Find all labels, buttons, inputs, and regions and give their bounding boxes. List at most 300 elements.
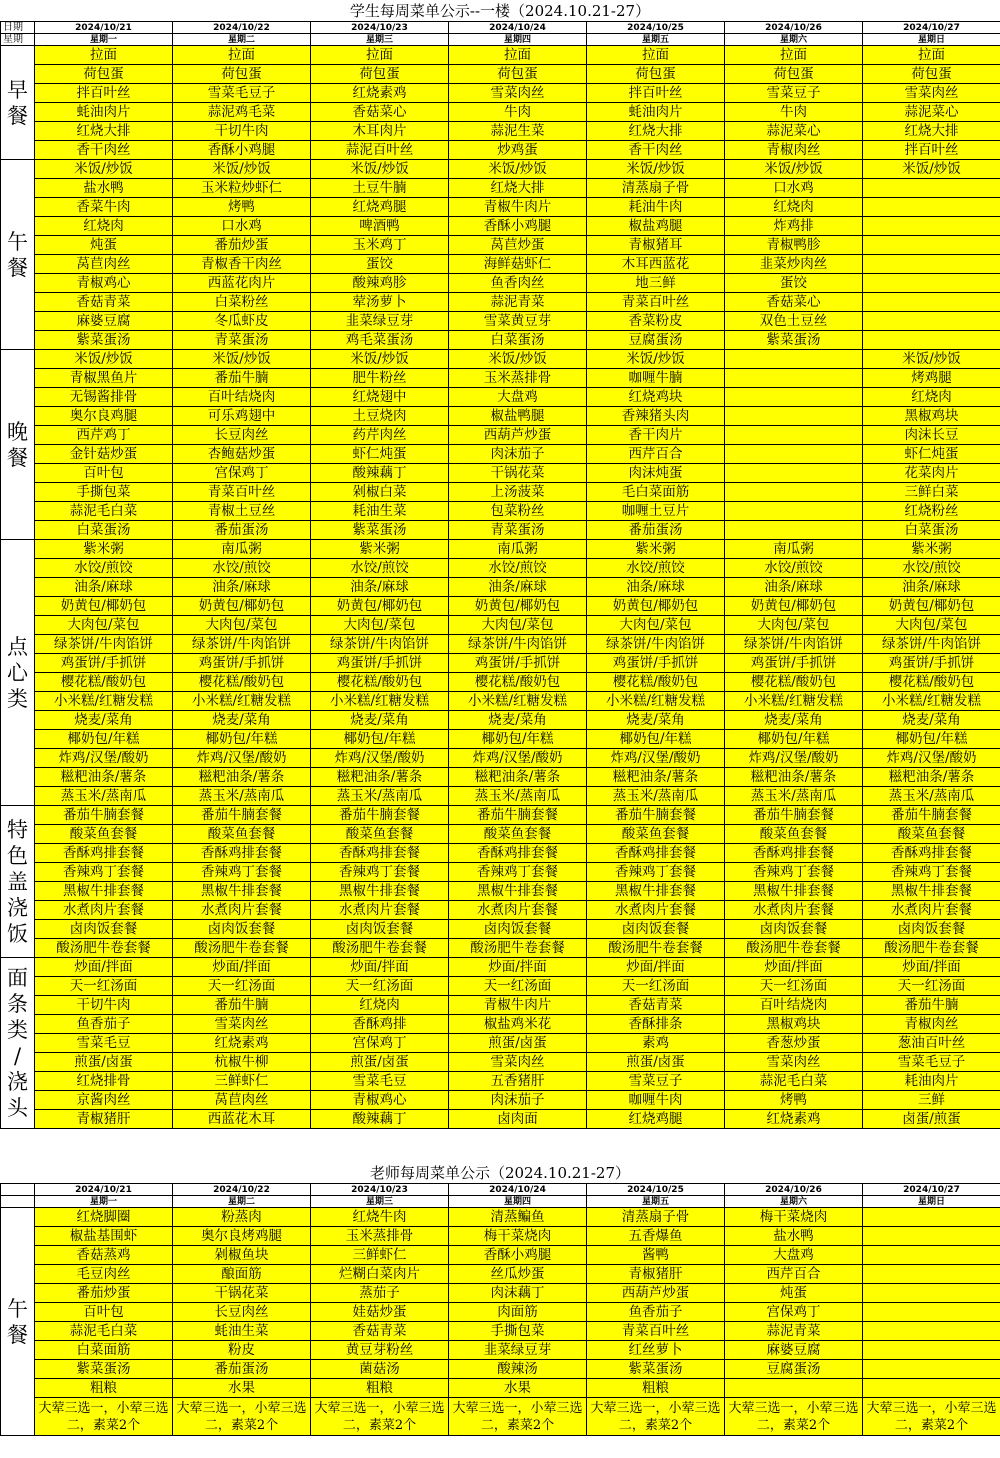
dish-cell: 酸菜鱼套餐 <box>173 825 311 844</box>
menu-row <box>1 825 1000 844</box>
menu-row <box>1 958 1000 977</box>
meal-label: 午 餐 <box>1 1208 35 1436</box>
dish-cell: 番茄牛腩套餐 <box>449 806 587 825</box>
dish-cell: 麻婆豆腐 <box>725 1341 863 1360</box>
dish-cell <box>725 350 863 369</box>
dish-cell: 西蓝花木耳 <box>173 1110 311 1129</box>
menu-row <box>1 521 1000 540</box>
dish-cell: 蒜泥菜心 <box>725 122 863 141</box>
dish-cell: 糍粑油条/薯条 <box>449 768 587 787</box>
dish-cell: 雪菜毛豆子 <box>173 84 311 103</box>
dish-cell: 炸鸡/汉堡/酸奶 <box>35 749 173 768</box>
dish-cell: 香酥鸡排套餐 <box>863 844 1000 863</box>
dish-cell: 蒸玉米/蒸南瓜 <box>311 787 449 806</box>
dish-cell: 米饭/炒饭 <box>587 350 725 369</box>
dish-cell: 红烧鸡腿 <box>311 198 449 217</box>
dish-cell: 清蒸扇子骨 <box>587 1208 725 1227</box>
dish-cell: 粗粮 <box>587 1379 725 1398</box>
meal-label: 点 心 类 <box>1 540 35 806</box>
dish-cell: 酸辣汤 <box>449 1360 587 1379</box>
menu-row <box>1 1360 1000 1379</box>
dish-cell: 鸡蛋饼/手抓饼 <box>449 654 587 673</box>
dish-cell: 烧麦/菜角 <box>863 711 1000 730</box>
dish-cell: 番茄炒蛋 <box>35 1284 173 1303</box>
dish-cell: 蒸玉米/蒸南瓜 <box>725 787 863 806</box>
dish-cell: 紫菜蛋汤 <box>725 331 863 350</box>
dish-cell: 绿茶饼/牛肉馅饼 <box>173 635 311 654</box>
dish-cell: 手撕包菜 <box>35 483 173 502</box>
dish-cell: 水煮肉片套餐 <box>587 901 725 920</box>
dish-cell: 玉米粒炒虾仁 <box>173 179 311 198</box>
date-cell: 2024/10/25 <box>587 22 725 34</box>
dish-cell: 香菇菜心 <box>725 293 863 312</box>
dish-cell: 油条/麻球 <box>449 578 587 597</box>
dish-cell: 南瓜粥 <box>173 540 311 559</box>
dish-cell: 油条/麻球 <box>587 578 725 597</box>
student-menu-title: 学生每周菜单公示--一楼（2024.10.21-27） <box>349 2 651 20</box>
weekday-cell: 星期三 <box>311 1196 449 1208</box>
dish-cell: 肉沫茄子 <box>449 445 587 464</box>
dish-cell: 雪菜毛豆 <box>35 1034 173 1053</box>
dish-cell: 香酥鸡排套餐 <box>449 844 587 863</box>
dish-cell: 米饭/炒饭 <box>311 160 449 179</box>
menu-row <box>1 255 1000 274</box>
dish-cell: 紫米粥 <box>587 540 725 559</box>
dish-cell: 手撕包菜 <box>449 1322 587 1341</box>
dish-cell: 粗粮 <box>35 1379 173 1398</box>
dish-cell: 天一红汤面 <box>173 977 311 996</box>
menu-row <box>1 445 1000 464</box>
dish-cell: 酸菜鱼套餐 <box>725 825 863 844</box>
date-cell: 2024/10/26 <box>725 1184 863 1196</box>
dish-cell: 水煮肉片套餐 <box>173 901 311 920</box>
dish-cell: 木耳西蓝花 <box>587 255 725 274</box>
menu-row <box>1 996 1000 1015</box>
dish-cell: 蒜泥菜心 <box>863 103 1000 122</box>
dish-cell: 番茄牛腩套餐 <box>35 806 173 825</box>
dish-cell: 黑椒鸡块 <box>863 407 1000 426</box>
menu-row <box>1 65 1000 84</box>
dish-cell <box>725 445 863 464</box>
dish-cell: 米饭/炒饭 <box>35 350 173 369</box>
dish-cell <box>863 255 1000 274</box>
dish-cell: 青椒猪肝 <box>35 1110 173 1129</box>
dish-cell: 蛋饺 <box>311 255 449 274</box>
date-header-row <box>1 22 1000 34</box>
dish-cell: 蒜泥鸡毛菜 <box>173 103 311 122</box>
dish-cell: 白菜面筋 <box>35 1341 173 1360</box>
dish-cell: 番茄蛋汤 <box>173 521 311 540</box>
dish-cell: 西芹百合 <box>587 445 725 464</box>
dish-cell: 烧麦/菜角 <box>311 711 449 730</box>
dish-cell: 炸鸡/汉堡/酸奶 <box>311 749 449 768</box>
dish-cell: 拉面 <box>725 46 863 65</box>
dish-cell: 酸汤肥牛卷套餐 <box>311 939 449 958</box>
dish-cell: 炒面/拌面 <box>173 958 311 977</box>
dish-cell: 炖蛋 <box>35 236 173 255</box>
dish-cell: 莴苣炒蛋 <box>449 236 587 255</box>
dish-cell <box>863 1284 1000 1303</box>
dish-cell: 青椒鸡心 <box>311 1091 449 1110</box>
dish-cell: 红烧大排 <box>587 122 725 141</box>
dish-cell: 宫保鸡丁 <box>725 1303 863 1322</box>
dish-cell: 拉面 <box>863 46 1000 65</box>
dish-cell: 拉面 <box>449 46 587 65</box>
dish-cell: 卤肉饭套餐 <box>173 920 311 939</box>
menu-row <box>1 122 1000 141</box>
dish-cell: 米饭/炒饭 <box>863 160 1000 179</box>
dish-cell: 拌百叶丝 <box>863 141 1000 160</box>
dish-cell: 水果 <box>449 1379 587 1398</box>
dish-cell: 炒鸡蛋 <box>449 141 587 160</box>
dish-cell: 黄豆芽粉丝 <box>311 1341 449 1360</box>
menu-row <box>1 711 1000 730</box>
dish-cell <box>725 483 863 502</box>
dish-cell: 拉面 <box>311 46 449 65</box>
dish-cell: 水煮肉片套餐 <box>311 901 449 920</box>
dish-cell: 无锡酱排骨 <box>35 388 173 407</box>
dish-cell: 卤肉饭套餐 <box>35 920 173 939</box>
dish-cell: 小米糕/红糖发糕 <box>725 692 863 711</box>
dish-cell: 麻婆豆腐 <box>35 312 173 331</box>
weekday-cell: 星期二 <box>173 1196 311 1208</box>
menu-row <box>1 1015 1000 1034</box>
dish-cell: 海鲜菇虾仁 <box>449 255 587 274</box>
menu-row <box>1 673 1000 692</box>
notes-row <box>1 1398 1000 1436</box>
dish-cell: 卤肉饭套餐 <box>587 920 725 939</box>
dish-cell: 三鲜 <box>863 1091 1000 1110</box>
dish-cell: 红烧排骨 <box>35 1072 173 1091</box>
dish-cell: 樱花糕/酸奶包 <box>449 673 587 692</box>
dish-cell: 卤肉饭套餐 <box>725 920 863 939</box>
dish-cell: 三鲜虾仁 <box>173 1072 311 1091</box>
date-label <box>1 1184 35 1196</box>
dish-cell: 香菇青菜 <box>311 1322 449 1341</box>
menu-row <box>1 388 1000 407</box>
dish-cell: 米饭/炒饭 <box>173 160 311 179</box>
menu-row <box>1 141 1000 160</box>
dish-cell: 盐水鸭 <box>725 1227 863 1246</box>
dish-cell: 金针菇炒蛋 <box>35 445 173 464</box>
menu-row <box>1 635 1000 654</box>
dish-cell: 水煮肉片套餐 <box>449 901 587 920</box>
dish-cell: 绿茶饼/牛肉馅饼 <box>863 635 1000 654</box>
dish-cell: 韭菜绿豆芽 <box>449 1341 587 1360</box>
dish-cell: 水饺/煎饺 <box>725 559 863 578</box>
dish-cell: 肉沫茄子 <box>449 1091 587 1110</box>
dish-cell: 米饭/炒饭 <box>863 350 1000 369</box>
dish-cell: 雪菜豆子 <box>725 84 863 103</box>
dish-cell: 酸汤肥牛卷套餐 <box>449 939 587 958</box>
dish-cell: 荷包蛋 <box>173 65 311 84</box>
date-cell: 2024/10/24 <box>449 1184 587 1196</box>
note-cell: 大荤三选一，小荤三选二，素菜2个 <box>587 1398 725 1436</box>
dish-cell: 香酥小鸡腿 <box>173 141 311 160</box>
dish-cell: 玉米蒸排骨 <box>449 369 587 388</box>
dish-cell: 花菜肉片 <box>863 464 1000 483</box>
dish-cell: 酸菜鱼套餐 <box>863 825 1000 844</box>
dish-cell: 紫菜蛋汤 <box>587 1360 725 1379</box>
dish-cell: 水饺/煎饺 <box>35 559 173 578</box>
dish-cell: 西蓝花肉片 <box>173 274 311 293</box>
dish-cell: 椒盐鸭腿 <box>449 407 587 426</box>
dish-cell: 红烧脚圈 <box>35 1208 173 1227</box>
dish-cell: 绿茶饼/牛肉馅饼 <box>311 635 449 654</box>
dish-cell: 冬瓜虾皮 <box>173 312 311 331</box>
weekday-cell: 星期五 <box>587 34 725 46</box>
weekday-header-row <box>1 34 1000 46</box>
dish-cell: 三鲜白菜 <box>863 483 1000 502</box>
dish-cell <box>863 1322 1000 1341</box>
dish-cell: 青椒猪耳 <box>587 236 725 255</box>
dish-cell: 奶黄包/椰奶包 <box>725 597 863 616</box>
dish-cell: 绿茶饼/牛肉馅饼 <box>449 635 587 654</box>
dish-cell: 荷包蛋 <box>725 65 863 84</box>
menu-row <box>1 1379 1000 1398</box>
dish-cell: 红烧粉丝 <box>863 502 1000 521</box>
dish-cell: 番茄牛腩 <box>173 996 311 1015</box>
dish-cell: 番茄牛腩套餐 <box>311 806 449 825</box>
date-cell: 2024/10/27 <box>863 22 1000 34</box>
dish-cell: 绿茶饼/牛肉馅饼 <box>725 635 863 654</box>
dish-cell: 卤肉饭套餐 <box>863 920 1000 939</box>
dish-cell: 青椒猪肝 <box>587 1265 725 1284</box>
dish-cell: 红烧素鸡 <box>725 1110 863 1129</box>
dish-cell: 椰奶包/年糕 <box>173 730 311 749</box>
dish-cell: 蚝油生菜 <box>173 1322 311 1341</box>
dish-cell <box>863 293 1000 312</box>
weekday-header-row <box>1 1196 1000 1208</box>
dish-cell: 烤鸭 <box>725 1091 863 1110</box>
dish-cell: 米饭/炒饭 <box>449 350 587 369</box>
dish-cell: 米饭/炒饭 <box>35 160 173 179</box>
dish-cell: 红烧鸡腿 <box>587 1110 725 1129</box>
dish-cell: 肥牛粉丝 <box>311 369 449 388</box>
dish-cell: 大肉包/菜包 <box>311 616 449 635</box>
weekday-cell: 星期四 <box>449 34 587 46</box>
dish-cell: 牛肉 <box>449 103 587 122</box>
dish-cell <box>725 369 863 388</box>
dish-cell: 米饭/炒饭 <box>449 160 587 179</box>
dish-cell: 土豆牛腩 <box>311 179 449 198</box>
menu-row <box>1 730 1000 749</box>
dish-cell: 油条/麻球 <box>725 578 863 597</box>
date-cell: 2024/10/26 <box>725 22 863 34</box>
dish-cell: 番茄蛋汤 <box>173 1360 311 1379</box>
dish-cell: 葱油百叶丝 <box>863 1034 1000 1053</box>
menu-row <box>1 217 1000 236</box>
dish-cell: 雪菜肉丝 <box>449 1053 587 1072</box>
dish-cell: 香辣鸡丁套餐 <box>173 863 311 882</box>
dish-cell: 黑椒牛排套餐 <box>587 882 725 901</box>
dish-cell: 长豆肉丝 <box>173 426 311 445</box>
dish-cell: 可乐鸡翅中 <box>173 407 311 426</box>
note-cell: 大荤三选一，小荤三选二，素菜2个 <box>863 1398 1000 1436</box>
date-cell: 2024/10/21 <box>35 1184 173 1196</box>
dish-cell: 奶黄包/椰奶包 <box>173 597 311 616</box>
menu-row <box>1 350 1000 369</box>
dish-cell: 干切牛肉 <box>35 996 173 1015</box>
dish-cell <box>863 1360 1000 1379</box>
dish-cell: 蒸玉米/蒸南瓜 <box>587 787 725 806</box>
dish-cell: 雪菜豆子 <box>587 1072 725 1091</box>
dish-cell: 咖喱土豆片 <box>587 502 725 521</box>
dish-cell: 大肉包/菜包 <box>725 616 863 635</box>
dish-cell: 香酥鸡排 <box>311 1015 449 1034</box>
dish-cell: 百叶包 <box>35 1303 173 1322</box>
dish-cell: 煎蛋/卤蛋 <box>449 1034 587 1053</box>
dish-cell: 肉面筋 <box>449 1303 587 1322</box>
dish-cell: 梅干菜烧肉 <box>449 1227 587 1246</box>
dish-cell: 酸汤肥牛卷套餐 <box>587 939 725 958</box>
dish-cell: 杏鲍菇炒蛋 <box>173 445 311 464</box>
dish-cell: 鸡蛋饼/手抓饼 <box>35 654 173 673</box>
dish-cell: 烧麦/菜角 <box>173 711 311 730</box>
dish-cell: 天一红汤面 <box>449 977 587 996</box>
weekday-cell: 星期二 <box>173 34 311 46</box>
dish-cell: 荷包蛋 <box>35 65 173 84</box>
dish-cell: 烤鸡腿 <box>863 369 1000 388</box>
dish-cell: 蚝油肉片 <box>587 103 725 122</box>
dish-cell: 椰奶包/年糕 <box>725 730 863 749</box>
dish-cell: 鱼香茄子 <box>587 1303 725 1322</box>
dish-cell: 天一红汤面 <box>863 977 1000 996</box>
dish-cell: 奥尔良烤鸡腿 <box>173 1227 311 1246</box>
dish-cell: 雪菜毛豆 <box>311 1072 449 1091</box>
note-cell: 大荤三选一，小荤三选二，素菜2个 <box>173 1398 311 1436</box>
dish-cell: 米饭/炒饭 <box>311 350 449 369</box>
dish-cell <box>863 312 1000 331</box>
dish-cell: 酸菜鱼套餐 <box>311 825 449 844</box>
date-cell: 2024/10/23 <box>311 22 449 34</box>
weekday-cell: 星期四 <box>449 1196 587 1208</box>
menu-row <box>1 502 1000 521</box>
dish-cell: 炒面/拌面 <box>311 958 449 977</box>
weekday-cell: 星期日 <box>863 1196 1000 1208</box>
dish-cell: 椒盐鸡米花 <box>449 1015 587 1034</box>
dish-cell: 毛白菜面筋 <box>587 483 725 502</box>
date-cell: 2024/10/22 <box>173 1184 311 1196</box>
menu-row <box>1 1072 1000 1091</box>
menu-row <box>1 939 1000 958</box>
dish-cell: 炖蛋 <box>725 1284 863 1303</box>
dish-cell: 绿茶饼/牛肉馅饼 <box>587 635 725 654</box>
dish-cell: 蒸茄子 <box>311 1284 449 1303</box>
dish-cell: 油条/麻球 <box>35 578 173 597</box>
dish-cell: 拌百叶丝 <box>587 84 725 103</box>
dish-cell: 百叶包 <box>35 464 173 483</box>
dish-cell <box>863 236 1000 255</box>
dish-cell: 椰奶包/年糕 <box>449 730 587 749</box>
dish-cell <box>725 426 863 445</box>
dish-cell: 糍粑油条/薯条 <box>587 768 725 787</box>
dish-cell: 大肉包/菜包 <box>587 616 725 635</box>
dish-cell: 酸汤肥牛卷套餐 <box>35 939 173 958</box>
dish-cell: 炒面/拌面 <box>725 958 863 977</box>
dish-cell: 青菜蛋汤 <box>173 331 311 350</box>
dish-cell: 烂糊白菜肉片 <box>311 1265 449 1284</box>
dish-cell: 红烧肉 <box>35 217 173 236</box>
dish-cell: 耗油牛肉 <box>587 198 725 217</box>
dish-cell: 蛋饺 <box>725 274 863 293</box>
week-label: 星期 <box>1 34 35 46</box>
dish-cell <box>725 464 863 483</box>
dish-cell: 玉米蒸排骨 <box>311 1227 449 1246</box>
dish-cell: 雪菜肉丝 <box>863 84 1000 103</box>
menu-row <box>1 407 1000 426</box>
dish-cell: 紫菜蛋汤 <box>35 331 173 350</box>
dish-cell: 红烧素鸡 <box>173 1034 311 1053</box>
dish-cell: 红烧大排 <box>863 122 1000 141</box>
dish-cell: 香干肉丝 <box>587 141 725 160</box>
menu-row <box>1 768 1000 787</box>
dish-cell: 小米糕/红糖发糕 <box>311 692 449 711</box>
dish-cell: 炸鸡/汉堡/酸奶 <box>173 749 311 768</box>
dish-cell: 青椒香干肉丝 <box>173 255 311 274</box>
dish-cell: 香辣鸡丁套餐 <box>863 863 1000 882</box>
dish-cell <box>725 502 863 521</box>
dish-cell: 耗油肉片 <box>863 1072 1000 1091</box>
dish-cell: 肉沫长豆 <box>863 426 1000 445</box>
dish-cell <box>725 521 863 540</box>
weekday-cell: 星期一 <box>35 34 173 46</box>
dish-cell: 红烧肉 <box>725 198 863 217</box>
dish-cell: 糍粑油条/薯条 <box>35 768 173 787</box>
dish-cell: 青椒牛肉片 <box>449 198 587 217</box>
dish-cell: 青椒肉丝 <box>725 141 863 160</box>
dish-cell: 粗粮 <box>311 1379 449 1398</box>
dish-cell: 虾仁炖蛋 <box>863 445 1000 464</box>
dish-cell: 鱼香肉丝 <box>449 274 587 293</box>
dish-cell: 香干肉丝 <box>35 141 173 160</box>
dish-cell: 百叶结烧肉 <box>725 996 863 1015</box>
dish-cell: 黑椒牛排套餐 <box>449 882 587 901</box>
dish-cell: 剁椒鱼块 <box>173 1246 311 1265</box>
menu-row <box>1 1322 1000 1341</box>
menu-row <box>1 312 1000 331</box>
meal-label: 面 条 类 / 浇 头 <box>1 958 35 1129</box>
dish-cell: 香辣鸡丁套餐 <box>725 863 863 882</box>
dish-cell: 樱花糕/酸奶包 <box>35 673 173 692</box>
dish-cell: 牛肉 <box>725 103 863 122</box>
dish-cell: 青菜百叶丝 <box>587 293 725 312</box>
dish-cell: 鸡蛋饼/手抓饼 <box>173 654 311 673</box>
dish-cell: 豆腐蛋汤 <box>725 1360 863 1379</box>
dish-cell: 青椒鸭胗 <box>725 236 863 255</box>
dish-cell: 干切牛肉 <box>173 122 311 141</box>
dish-cell: 糍粑油条/薯条 <box>863 768 1000 787</box>
menu-row <box>1 1034 1000 1053</box>
dish-cell: 丝瓜炒蛋 <box>449 1265 587 1284</box>
menu-row <box>1 559 1000 578</box>
dish-cell: 酸菜鱼套餐 <box>449 825 587 844</box>
dish-cell: 水饺/煎饺 <box>311 559 449 578</box>
dish-cell: 百叶结烧肉 <box>173 388 311 407</box>
dish-cell: 香菜粉皮 <box>587 312 725 331</box>
dish-cell: 梅干菜烧肉 <box>725 1208 863 1227</box>
dish-cell: 香菇青菜 <box>35 293 173 312</box>
weekday-cell: 星期三 <box>311 34 449 46</box>
dish-cell: 大盘鸡 <box>449 388 587 407</box>
meal-label: 特 色 盖 浇 饭 <box>1 806 35 958</box>
dish-cell: 炒面/拌面 <box>449 958 587 977</box>
dish-cell: 椒盐基围虾 <box>35 1227 173 1246</box>
menu-row <box>1 236 1000 255</box>
dish-cell: 白菜蛋汤 <box>863 521 1000 540</box>
menu-row <box>1 1110 1000 1129</box>
dish-cell: 番茄牛腩套餐 <box>725 806 863 825</box>
